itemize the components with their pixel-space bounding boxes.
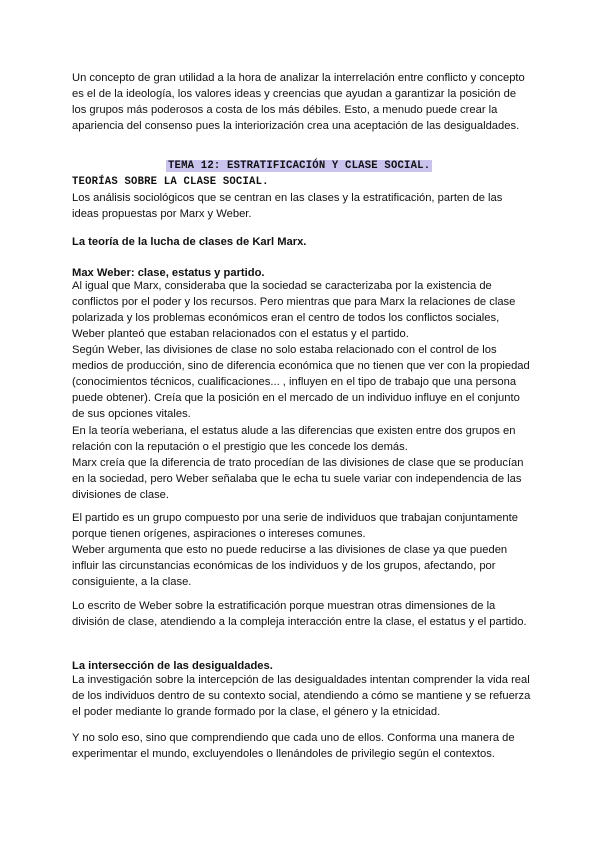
- text-line: apariencia del consenso pues la interiorización crea una aceptación de las desigualdades.: [72, 120, 520, 132]
- topic-title: [166, 158, 432, 174]
- weber-paragraph-1: [72, 278, 532, 422]
- text-line: Y no solo eso, sino que comprendiendo que cada uno de ellos. Conforma una manera de: [72, 732, 515, 744]
- text-line: relación con la reputación o el prestigio que les concede los demás.: [72, 441, 408, 453]
- text-line: Weber argumenta que esto no puede reducirse a las divisiones de clase ya que pueden: [72, 544, 508, 556]
- text-line: división de clase, atendiendo a la compleja interacción entre la clase, el estatus y el partido.: [72, 616, 527, 628]
- section-title: TEORÍAS SOBRE LA CLASE SOCIAL.: [72, 176, 269, 188]
- intersection-paragraph-2: [72, 730, 532, 762]
- text-line: el poder mediante lo grande formado por la clase, el género y la etnicidad.: [72, 706, 441, 718]
- text-line: Un concepto de gran utilidad a la hora de analizar la interrelación entre conflicto y concepto: [72, 72, 525, 84]
- text-line: experimentar el mundo, excluyendoles o llenándoles de privilegio según el contextos.: [72, 748, 495, 760]
- heading-marx: La teoría de la lucha de clases de Karl Marx.: [72, 236, 307, 248]
- text-line: divisiones de clase.: [72, 489, 170, 501]
- text-line: porque tienen orígenes, aspiraciones o intereses comunes.: [72, 528, 366, 540]
- text-line: los grupos más poderosos a costa de los más débiles. Esto, a menudo puede crear la: [72, 104, 498, 116]
- topic-title-text: TEMA 12: ESTRATIFICACIÓN Y CLASE SOCIAL.: [168, 160, 431, 172]
- text-line: en la sociedad, pero Weber señalaba que le echa tu suele variar con independencia de las: [72, 473, 522, 485]
- text-line: La investigación sobre la intercepción de las desigualdades intentan comprender la vida real: [72, 674, 530, 686]
- heading-interseccion: La intersección de las desigualdades.: [72, 660, 273, 672]
- text-line: consiguiente, a la clase.: [72, 576, 192, 588]
- text-line: Los análisis sociológicos que se centran en las clases y la estratificación, parten de las: [72, 192, 503, 204]
- text-line: Marx creía que la diferencia de trato procedían de las divisiones de clase que se producían: [72, 457, 524, 469]
- text-line: es el de la ideología, los valores ideas y creencias que ayudan a garantizar la posición de: [72, 88, 517, 100]
- text-line: conflictos por el poder y los recursos. Pero mientras que para Marx la relaciones de clase: [72, 296, 516, 308]
- intersection-paragraph-1: [72, 672, 532, 720]
- text-line: polarizada y los problemas económicos eran el centro de todos los conflictos sociales,: [72, 312, 500, 324]
- text-line: influir las circunstancias económicas de los individuos y de los grupos, afectando, por: [72, 560, 496, 572]
- text-line: Según Weber, las divisiones de clase no solo estaba relacionado con el control de los: [72, 344, 497, 356]
- text-line: medios de producción, sino de diferencia económica que no tienen que ver con la propiedad: [72, 360, 530, 372]
- weber-paragraph-3: [72, 510, 532, 590]
- text-line: ideas propuestas por Marx y Weber.: [72, 208, 252, 220]
- text-line: El partido es un grupo compuesto por una serie de individuos que trabajan conjuntamente: [72, 512, 518, 524]
- weber-paragraph-2: [72, 423, 532, 503]
- intro-paragraph: [72, 70, 532, 134]
- text-line: de los individuos dentro de su contexto social, atendiendo a cómo se mantiene y se refuerza: [72, 690, 531, 702]
- weber-paragraph-4: [72, 598, 532, 630]
- theories-intro-paragraph: [72, 190, 532, 222]
- text-line: puede obtener). Creía que la posición en el mercado de un individuo influye en el conjunto: [72, 392, 520, 404]
- text-line: (conocimientos técnicos, cualificaciones... , influyen en el tipo de trabajo que una persona: [72, 376, 517, 388]
- text-line: Lo escrito de Weber sobre la estratificación porque muestran otras dimensiones de la: [72, 600, 496, 612]
- text-line: Weber planteó que estaban relacionados con el estatus y el partido.: [72, 328, 409, 340]
- text-line: Al igual que Marx, consideraba que la sociedad se caracterizaba por la existencia de: [72, 280, 492, 292]
- text-line: de sus opciones vitales.: [72, 408, 191, 420]
- heading-weber: Max Weber: clase, estatus y partido.: [72, 267, 265, 279]
- text-line: En la teoría weberiana, el estatus alude a las diferencias que existen entre dos grupos en: [72, 425, 516, 437]
